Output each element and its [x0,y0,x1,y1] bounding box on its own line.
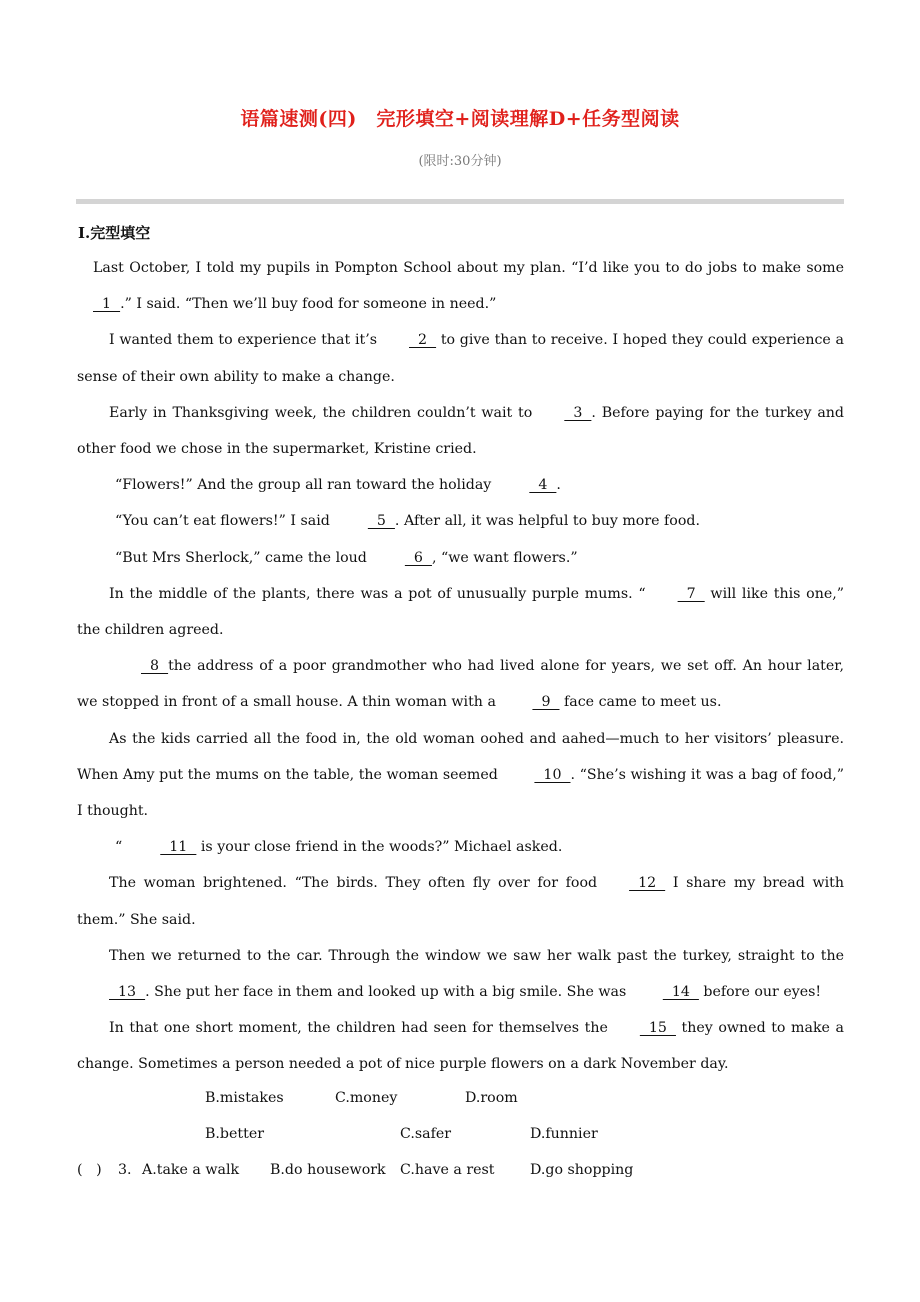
blank-2: 2 [409,332,437,349]
option-d: D.go shopping [530,1162,634,1178]
text: .” I said. “Then we’ll buy food for someone in need.” [120,296,497,313]
blank-11: 11 [160,839,197,856]
blank-1: 1 [93,296,121,313]
text: is your close friend in the woods?” Michael asked. [196,839,563,856]
text: I wanted them to experience that it’s [109,332,377,349]
text: will like this one,” the children agreed. [77,585,844,639]
option-a: A.take a walk [142,1162,240,1178]
text: . She put her face in them and looked up with a big smile. She was [145,984,631,1001]
paragraph-4 [77,467,844,503]
paragraph-5 [77,503,844,539]
section-heading: Ⅰ.完型填空 [78,224,151,242]
paragraph-1 [77,250,844,322]
text: Early in Thanksgiving week, the children couldn’t wait to [109,404,533,421]
option-c: C.safer [400,1126,452,1142]
paragraph-13 [77,1010,844,1082]
option-c: C.have a rest [400,1162,495,1178]
blank-5: 5 [367,513,395,530]
paragraph-10 [77,829,844,865]
text: . “She’s wishing it was a bag of food,” I thought. [77,766,844,820]
text: I share my bread with them.” She said. [77,875,844,928]
page-title: 语篇速测(四) 完形填空+阅读理解D+任务型阅读 [240,108,680,130]
paragraph-8 [77,648,844,720]
text: Then we returned to the car. Through the window we saw her walk past the turkey, straight to the [109,947,844,964]
option-b: B.better [205,1126,264,1142]
blank-6: 6 [404,549,432,566]
blank-12: 12 [629,875,666,892]
text: the address of a poor grandmother who had lived alone for years, we set off. An hour later, we stopped in front of a small house. A thin woman with a [77,658,844,711]
text: “ [115,839,123,856]
text: Last October, I told my pupils in Pompton School about my plan. “I’d like you to do jobs to make some [93,260,844,276]
paragraph-9 [77,721,844,830]
option-c: C.money [335,1090,398,1106]
text: “But Mrs Sherlock,” came the loud [115,549,367,566]
option-b: B.mistakes [205,1090,284,1106]
options-row-3 [77,1162,634,1274]
text: As the kids carried all the food in, the old woman oohed and aahed—much to her visitors’ pleasure. When Amy put the mums on the table, the woman seemed [77,730,844,783]
text: The woman brightened. “The birds. They often fly over for food [109,875,598,892]
blank-8: 8 [141,658,169,675]
blank-4: 4 [529,477,557,494]
blank-13: 13 [109,984,146,1001]
paragraph-2 [77,322,844,394]
blank-9: 9 [532,694,560,711]
option-d: D.funnier [530,1126,598,1142]
divider [76,199,844,204]
time-limit: (限时:30分钟) [418,154,502,169]
blank-3: 3 [564,404,592,421]
text: “Flowers!” And the group all ran toward the holiday [115,477,492,494]
text: . Before paying for the turkey and other food we chose in the supermarket, Kristine cried. [77,404,844,458]
answer-paren: ( ) [77,1162,102,1178]
question-number: 3. [118,1162,132,1178]
option-d: D.room [465,1090,518,1106]
text: , “we want flowers.” [431,549,578,566]
paragraph-6 [77,540,844,576]
text: to give than to receive. I hoped they could experience a sense of their own ability to make a change. [77,332,844,385]
text: . After all, it was helpful to buy more food. [394,513,700,530]
text: before our eyes! [698,984,822,1001]
text: “You can’t eat flowers!” I said [115,513,330,530]
blank-14: 14 [662,984,699,1001]
blank-10: 10 [534,766,571,783]
blank-15: 15 [639,1020,676,1037]
text: face came to meet us. [559,694,722,711]
text: they owned to make a change. Sometimes a person needed a pot of nice purple flowers on a dark November day. [77,1020,844,1073]
text: In that one short moment, the children had seen for themselves the [109,1020,608,1037]
blank-7: 7 [677,585,705,602]
text: In the middle of the plants, there was a pot of unusually purple mums. “ [109,585,646,602]
cloze-passage [77,250,844,1083]
paragraph-7 [77,576,844,648]
paragraph-12 [77,938,844,1010]
text: . [556,477,561,494]
paragraph-3 [77,395,844,467]
option-b: B.do housework [270,1162,386,1178]
paragraph-11 [77,865,844,937]
